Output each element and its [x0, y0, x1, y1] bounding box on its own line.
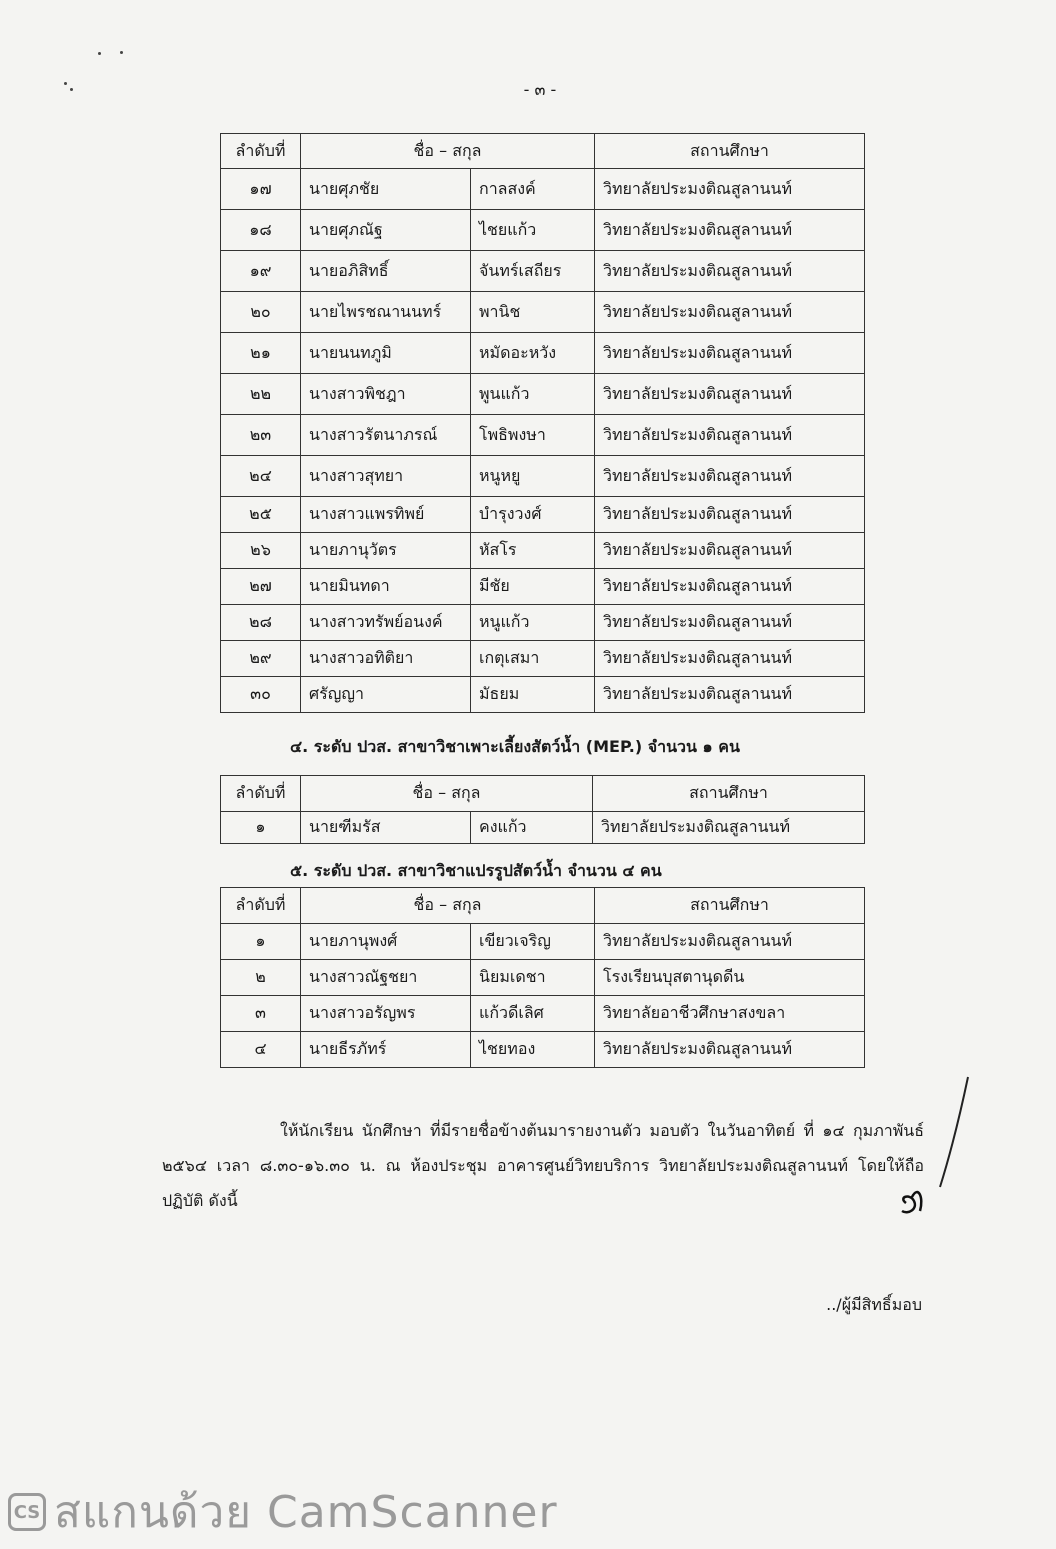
camscanner-logo-icon: CS	[8, 1493, 46, 1531]
institution: วิทยาลัยอาชีวศึกษาสงขลา	[595, 996, 865, 1032]
institution: วิทยาลัยประมงติณสูลานนท์	[595, 169, 865, 210]
continuation-note: ../ผู้มีสิทธิ์มอบ	[826, 1295, 922, 1314]
row-number: ๒๔	[221, 456, 301, 497]
table-row	[221, 533, 865, 569]
header-name: ชื่อ – สกุล	[301, 776, 593, 812]
institution: โรงเรียนบุสตานุดดีน	[595, 960, 865, 996]
row-number: ๒๕	[221, 497, 301, 533]
table-row	[221, 677, 865, 713]
header-order: ลำดับที่	[221, 776, 301, 812]
row-number: ๒๘	[221, 605, 301, 641]
institution: วิทยาลัยประมงติณสูลานนท์	[595, 456, 865, 497]
first-name: นายธีรภัทร์	[301, 1032, 471, 1068]
table-header-row	[221, 776, 865, 812]
first-name: นางสาวทรัพย์อนงค์	[301, 605, 471, 641]
institution: วิทยาลัยประมงติณสูลานนท์	[595, 251, 865, 292]
table-row	[221, 1032, 865, 1068]
institution: วิทยาลัยประมงติณสูลานนท์	[595, 677, 865, 713]
first-name: นางสาวแพรทิพย์	[301, 497, 471, 533]
header-institution: สถานศึกษา	[595, 888, 865, 924]
row-number: ๒๑	[221, 333, 301, 374]
scan-speck	[64, 82, 67, 85]
last-name: มีชัย	[471, 569, 595, 605]
table-row	[221, 605, 865, 641]
roster-table-section-4	[220, 775, 865, 844]
last-name: คงแก้ว	[471, 812, 593, 844]
institution: วิทยาลัยประมงติณสูลานนท์	[595, 641, 865, 677]
row-number: ๒๙	[221, 641, 301, 677]
first-name: นายอภิสิทธิ์	[301, 251, 471, 292]
table-row	[221, 292, 865, 333]
row-number: ๓	[221, 996, 301, 1032]
last-name: กาลสงค์	[471, 169, 595, 210]
header-name: ชื่อ – สกุล	[301, 134, 595, 169]
first-name: นายภานุวัตร	[301, 533, 471, 569]
first-name: นายภานุพงศ์	[301, 924, 471, 960]
last-name: แก้วดีเลิศ	[471, 996, 595, 1032]
camscanner-watermark	[8, 1482, 558, 1542]
institution: วิทยาลัยประมงติณสูลานนท์	[595, 210, 865, 251]
first-name: นางสาวพิชฎา	[301, 374, 471, 415]
row-number: ๓๐	[221, 677, 301, 713]
row-number: ๑๙	[221, 251, 301, 292]
roster-table-continued	[220, 133, 865, 713]
table-row	[221, 569, 865, 605]
first-name: ศรัญญา	[301, 677, 471, 713]
first-name: นางสาวอทิติยา	[301, 641, 471, 677]
institution: วิทยาลัยประมงติณสูลานนท์	[595, 497, 865, 533]
first-name: นางสาวสุทยา	[301, 456, 471, 497]
last-name: หนูหยู	[471, 456, 595, 497]
last-name: หนูแก้ว	[471, 605, 595, 641]
header-institution: สถานศึกษา	[595, 134, 865, 169]
table-row	[221, 415, 865, 456]
institution: วิทยาลัยประมงติณสูลานนท์	[595, 292, 865, 333]
scan-speck	[120, 51, 123, 54]
header-institution: สถานศึกษา	[593, 776, 865, 812]
table-row	[221, 333, 865, 374]
watermark-text: สแกนด้วย CamScanner	[54, 1487, 558, 1538]
section-4-heading: ๔. ระดับ ปวส. สาขาวิชาเพาะเลี้ยงสัตว์น้ำ (MEP.) จำนวน ๑ คน	[290, 737, 740, 756]
first-name: นางสาวณัฐชยา	[301, 960, 471, 996]
handwritten-initial	[880, 1075, 980, 1235]
row-number: ๒๐	[221, 292, 301, 333]
last-name: พานิช	[471, 292, 595, 333]
instruction-paragraph: ให้นักเรียน นักศึกษา ที่มีรายชื่อข้างต้นมารายงานตัว มอบตัว ในวันอาทิตย์ ที่ ๑๔ กุมภาพันธ์ ๒๕๖๔ เวลา ๘.๓๐-๑๖.๓๐ น. ณ ห้องประชุม อาคารศูนย์วิทยบริการ วิทยาลัยประมงติณสูลานนท์ โดยให้ถือปฏิบัติ ดังนี้	[162, 1121, 924, 1210]
row-number: ๒๓	[221, 415, 301, 456]
last-name: โพธิพงษา	[471, 415, 595, 456]
table-row	[221, 641, 865, 677]
table-row	[221, 169, 865, 210]
last-name: มัธยม	[471, 677, 595, 713]
row-number: ๑	[221, 812, 301, 844]
table-row	[221, 924, 865, 960]
first-name: นายไพรชณานนทร์	[301, 292, 471, 333]
row-number: ๒๒	[221, 374, 301, 415]
header-order: ลำดับที่	[221, 888, 301, 924]
header-name: ชื่อ – สกุล	[301, 888, 595, 924]
institution: วิทยาลัยประมงติณสูลานนท์	[595, 374, 865, 415]
row-number: ๔	[221, 1032, 301, 1068]
row-number: ๑๗	[221, 169, 301, 210]
table-row	[221, 497, 865, 533]
last-name: จันทร์เสถียร	[471, 251, 595, 292]
last-name: หมัดอะหวัง	[471, 333, 595, 374]
page-number: - ๓ -	[523, 80, 557, 99]
institution: วิทยาลัยประมงติณสูลานนท์	[595, 924, 865, 960]
table-row	[221, 960, 865, 996]
institution: วิทยาลัยประมงติณสูลานนท์	[595, 1032, 865, 1068]
table-header-row	[221, 888, 865, 924]
table-row	[221, 251, 865, 292]
last-name: หัสโร	[471, 533, 595, 569]
institution: วิทยาลัยประมงติณสูลานนท์	[593, 812, 865, 844]
first-name: นายศุภชัย	[301, 169, 471, 210]
institution: วิทยาลัยประมงติณสูลานนท์	[595, 333, 865, 374]
row-number: ๑๘	[221, 210, 301, 251]
institution: วิทยาลัยประมงติณสูลานนท์	[595, 569, 865, 605]
last-name: ไชยทอง	[471, 1032, 595, 1068]
last-name: พูนแก้ว	[471, 374, 595, 415]
table-row	[221, 210, 865, 251]
first-name: นายนนทภูมิ	[301, 333, 471, 374]
roster-table-section-5	[220, 887, 865, 1068]
first-name: นายศุภณัฐ	[301, 210, 471, 251]
table-row	[221, 812, 865, 844]
scan-speck	[98, 52, 101, 55]
row-number: ๒๖	[221, 533, 301, 569]
institution: วิทยาลัยประมงติณสูลานนท์	[595, 605, 865, 641]
first-name: นางสาวอรัญพร	[301, 996, 471, 1032]
table-row	[221, 456, 865, 497]
institution: วิทยาลัยประมงติณสูลานนท์	[595, 415, 865, 456]
scan-speck	[70, 88, 73, 91]
last-name: เขียวเจริญ	[471, 924, 595, 960]
last-name: บำรุงวงศ์	[471, 497, 595, 533]
last-name: เกตุเสมา	[471, 641, 595, 677]
table-header-row	[221, 134, 865, 169]
row-number: ๒๗	[221, 569, 301, 605]
table-row	[221, 996, 865, 1032]
last-name: นิยมเดชา	[471, 960, 595, 996]
header-order: ลำดับที่	[221, 134, 301, 169]
row-number: ๑	[221, 924, 301, 960]
last-name: ไชยแก้ว	[471, 210, 595, 251]
institution: วิทยาลัยประมงติณสูลานนท์	[595, 533, 865, 569]
first-name: นายมินทดา	[301, 569, 471, 605]
row-number: ๒	[221, 960, 301, 996]
first-name: นางสาวรัตนาภรณ์	[301, 415, 471, 456]
table-row	[221, 374, 865, 415]
section-5-heading: ๕. ระดับ ปวส. สาขาวิชาแปรรูปสัตว์น้ำ จำนวน ๔ คน	[290, 861, 662, 880]
first-name: นายฑีมรัส	[301, 812, 471, 844]
